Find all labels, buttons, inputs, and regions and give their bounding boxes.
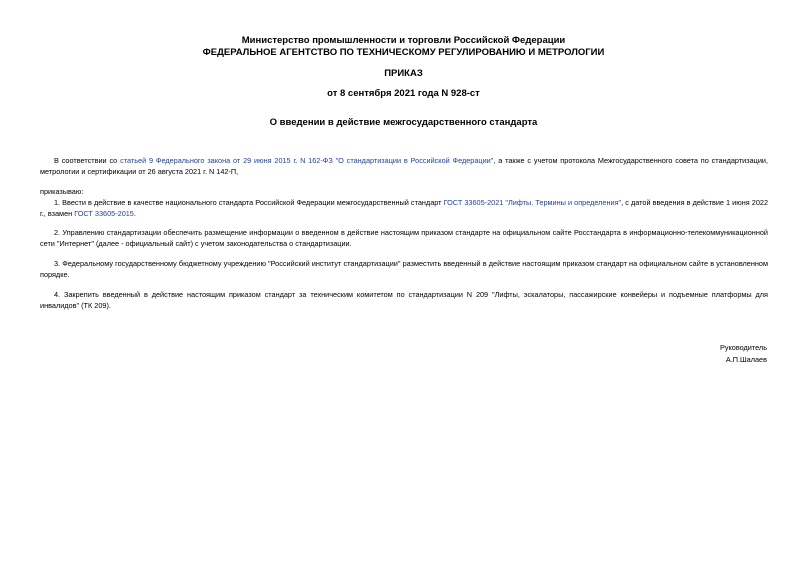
item-2-paragraph: 2. Управлению стандартизации обеспечить размещение информации о введенном в действие настоящим приказом стандарте на официальном сайте Росстандарта в информационно-телекоммуникационной сети "Интернет" (далее - официальный сайт) с учетом законодательства о стандартизации.	[40, 228, 768, 248]
intro-suffix: , а также с учетом протокола Межгосударственного совета по стандартизации, метрологии и сертификации от 26 августа 2021 г. N 142-П,	[40, 156, 769, 176]
signatory-name: А.П.Шалаев	[725, 355, 767, 364]
item-1-paragraph	[40, 198, 768, 219]
item-1-suffix: .	[133, 208, 136, 218]
item-3-paragraph: 3. Федеральному государственному бюджетному учреждению "Российский институт стандартизации" разместить введенный в действие настоящим приказом стандарт на официальном сайте в установленном порядке.	[40, 259, 768, 279]
gost-2015-link[interactable]: ГОСТ 33605-2015	[74, 208, 134, 218]
item-4-paragraph: 4. Закрепить введенный в действие настоящим приказом стандарт за техническим комитетом по стандартизации N 209 "Лифты, эскалаторы, пассажирские конвейеры и подъемные платформы для инвалидов" (ТК 209).	[40, 290, 768, 310]
ministry-name: Министерство промышленности и торговли Российской Федерации	[241, 35, 566, 46]
signatory-role: Руководитель	[719, 343, 767, 352]
intro-paragraph	[40, 156, 768, 177]
intro-prefix: В соответствии со	[54, 156, 121, 165]
item-1-middle: , с датой введения в действие 1 июня 2022 г., взамен	[40, 198, 769, 218]
gost-2021-link[interactable]: ГОСТ 33605-2021 "Лифты. Термины и определения"	[443, 198, 622, 207]
order-date-number: от 8 сентября 2021 года N 928-ст	[327, 88, 480, 99]
decree-word: приказываю:	[40, 187, 84, 196]
federal-law-link[interactable]: статьей 9 Федерального закона от 29 июня 2015 г. N 162-ФЗ "О стандартизации в Российской Федерации"	[120, 156, 494, 165]
document-type: ПРИКАЗ	[384, 68, 423, 79]
document-title: О введении в действие межгосударственного стандарта	[269, 117, 538, 128]
agency-name: ФЕДЕРАЛЬНОЕ АГЕНТСТВО ПО ТЕХНИЧЕСКОМУ РЕГУЛИРОВАНИЮ И МЕТРОЛОГИИ	[202, 47, 605, 58]
item-1-prefix: 1. Ввести в действие в качестве национального стандарта Российской Федерации межгосударственный стандарт	[54, 198, 444, 207]
